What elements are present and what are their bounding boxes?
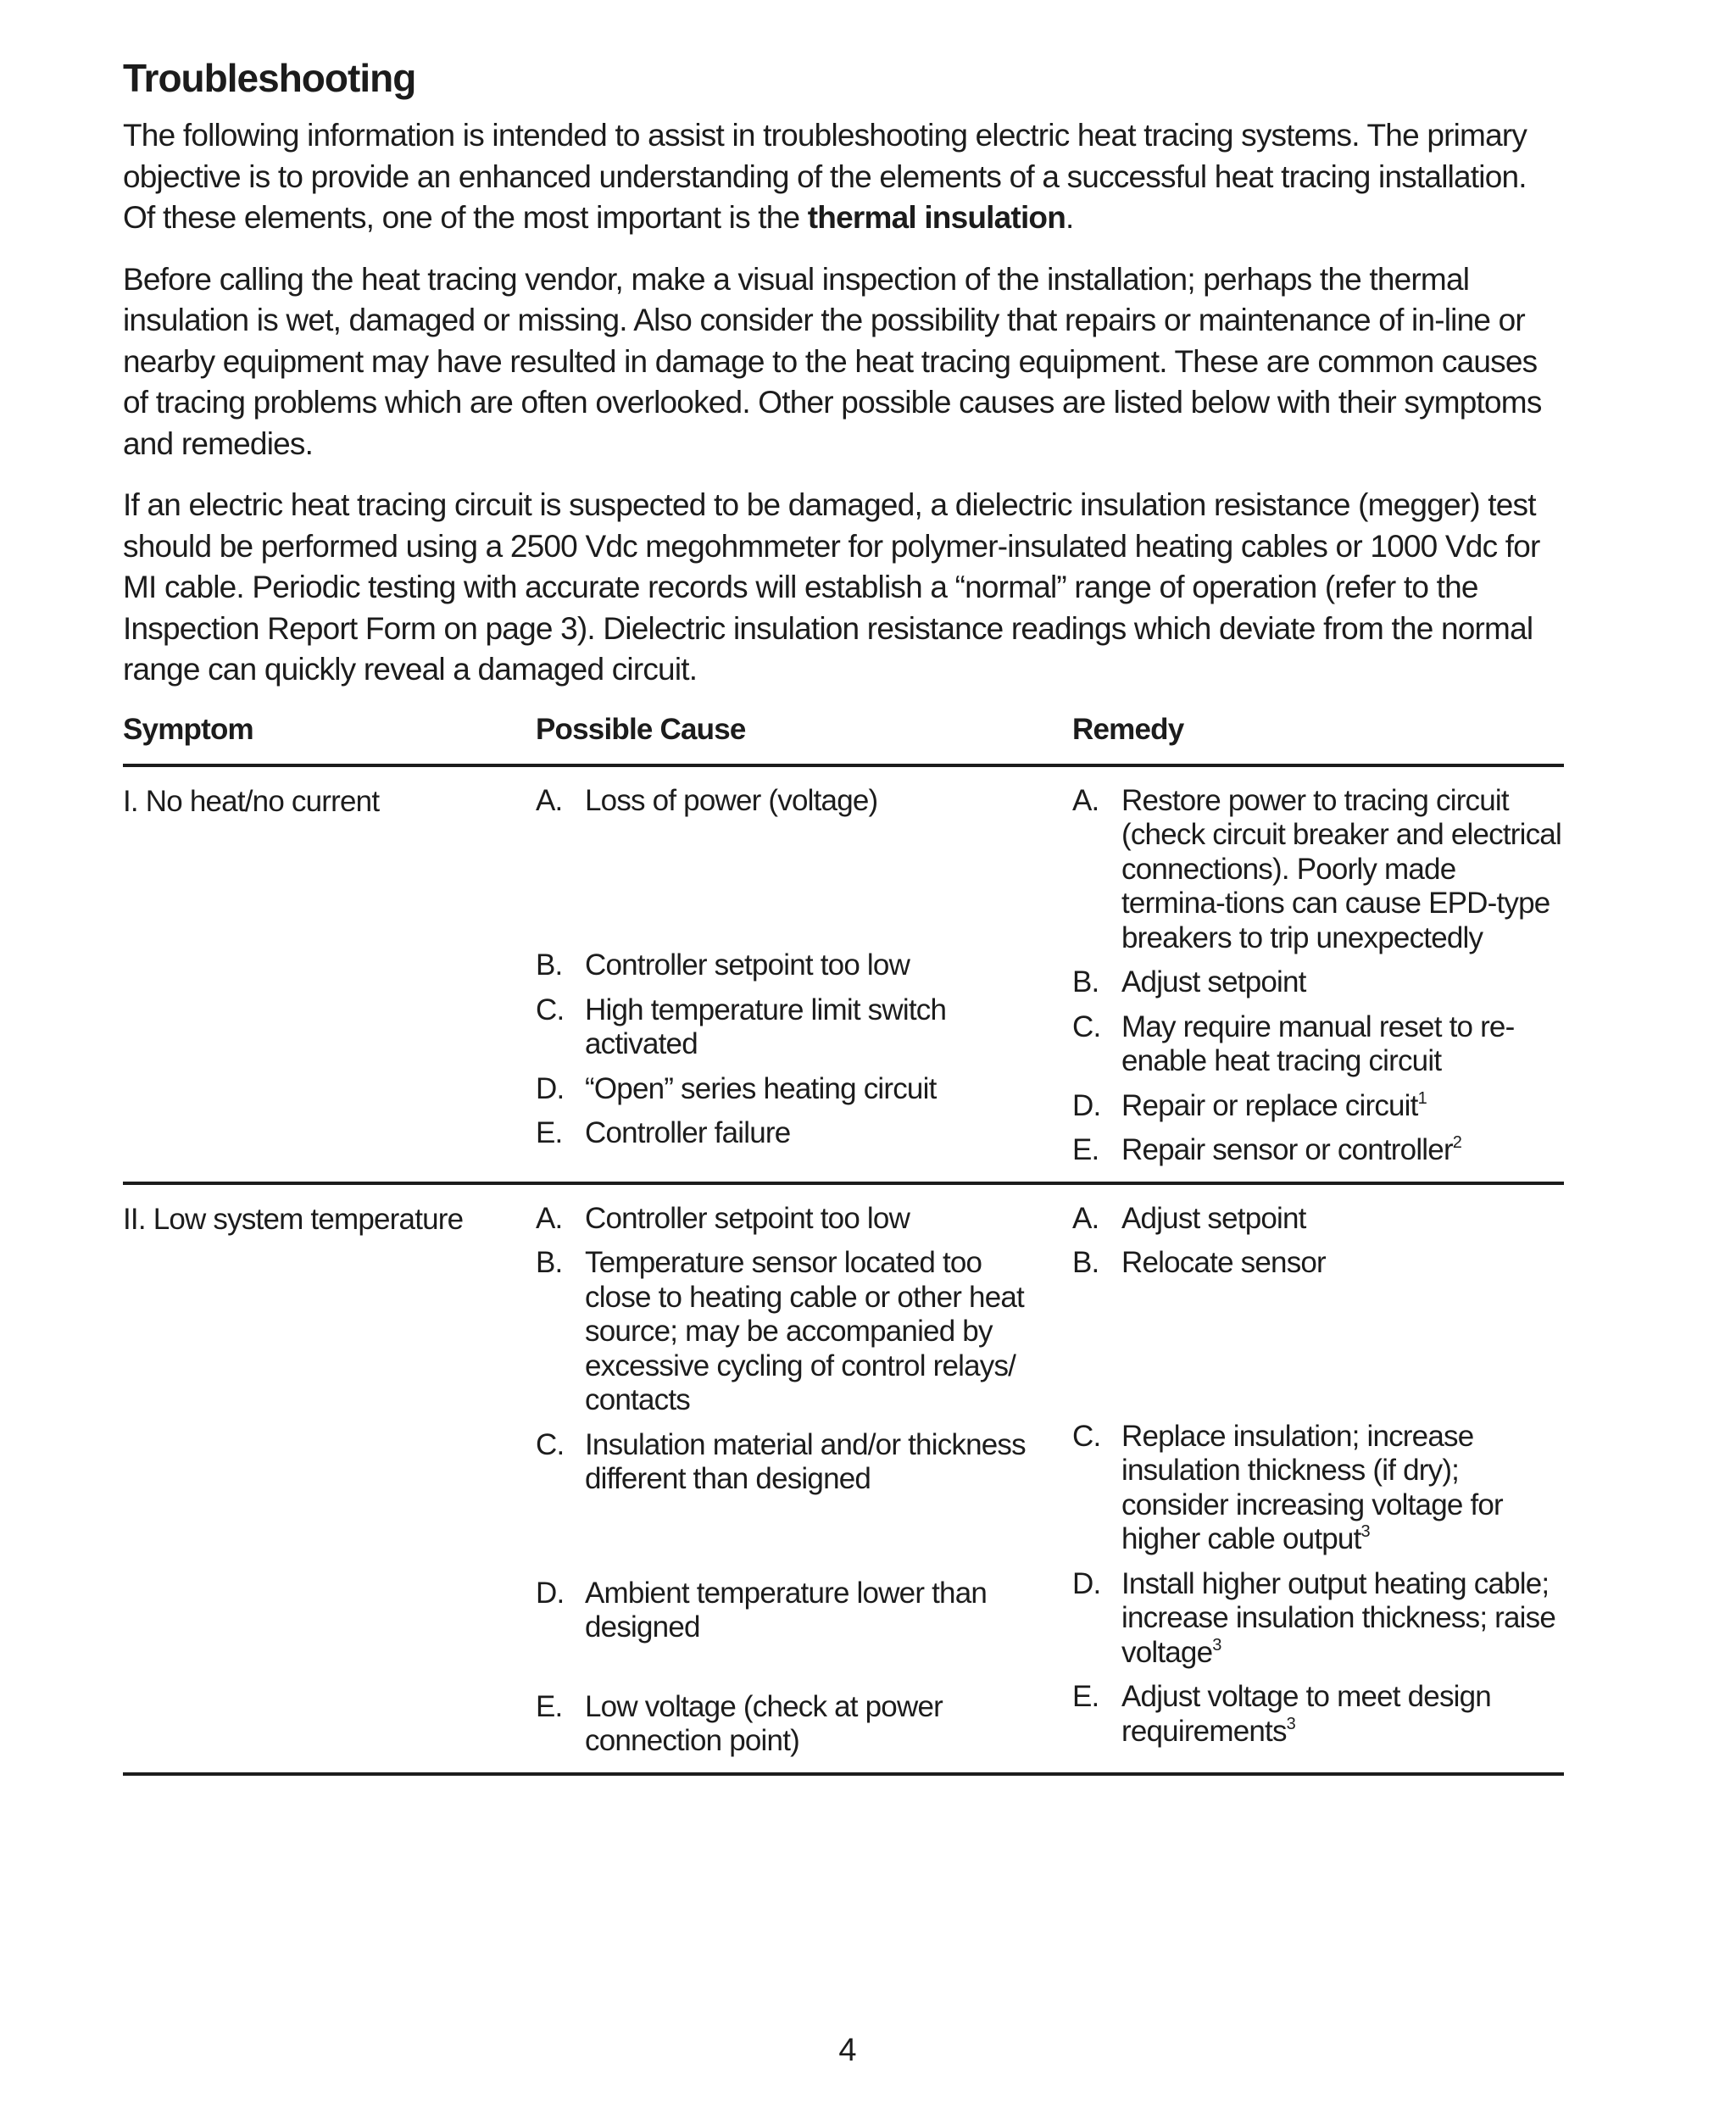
table-row-group-2 (123, 1183, 1564, 1774)
intro-paragraph-2: Before calling the heat tracing vendor, make a visual inspection of the installation; perhaps the thermal insulation is wet, damaged or missing. Also consider the possibility that repairs or maintenance of in-line or nearby equipment may have resulted in damage to the heat tracing equipment. These are common causes of tracing problems which are often overlooked. Other possible causes are listed below with their symptoms and remedies. (123, 261, 1542, 461)
remedy-cell (1072, 765, 1564, 1183)
intro-paragraph-3: If an electric heat tracing circuit is suspected to be damaged, a dielectric insulation resistance (megger) test should be performed using a 2500 Vdc megohmmeter for polymer-insulated heating cables or 1000 Vdc for MI cable. Periodic testing with accurate records will establish a “normal” range of operation (refer to the Inspection Report Form on page 3). Dielectric insulation resistance readings which deviate from the normal range can quickly reveal a damaged circuit. (123, 487, 1540, 687)
symptom-cell: II. Low system temperature (123, 1183, 536, 1774)
header-symptom: Symptom (123, 711, 536, 765)
document-page (123, 53, 1564, 1776)
cause-item: C. Insulation material and/or thickness different than designed (536, 1427, 1026, 1495)
footnote-ref: 1 (1417, 1088, 1427, 1108)
header-remedy: Remedy (1072, 711, 1564, 765)
remedy-item: D. Install higher output heating cable; increase insulation thickness; raise voltage$^3$ (1072, 1566, 1556, 1669)
cause-item: C. High temperature limit switch activated (536, 993, 947, 1060)
page-title: Troubleshooting (123, 56, 416, 100)
remedy-item: D. Repair or replace circuit$^1$ (1072, 1088, 1427, 1122)
footnote-ref: 2 (1452, 1133, 1462, 1152)
intro-paragraph-1: The following information is intended to assist in troubleshooting electric heat tracing systems. The primary objective is to provide an enhanced understanding of the elements of a successful heat tracing installation. Of these elements, one of the most important is the thermal insulation. (123, 118, 1527, 235)
footnote-ref: 3 (1212, 1635, 1221, 1655)
remedy-item: C. May require manual reset to re-enable heat tracing circuit (1072, 1010, 1515, 1077)
footnote-ref: 3 (1360, 1522, 1370, 1541)
emphasis-thermal-insulation: thermal insulation (807, 200, 1066, 235)
cause-item: D. “Open” series heating circuit (536, 1071, 937, 1105)
remedy-item: A. Adjust setpoint (1072, 1201, 1306, 1235)
cause-item: A. Controller setpoint too low (536, 1201, 910, 1235)
remedy-item: A. Restore power to tracing circuit (check circuit breaker and electrical connections). Poorly made termina-tions can cause EPD-type breakers to trip unexpectedly (1072, 783, 1561, 954)
cause-item: E. Controller failure (536, 1116, 791, 1149)
table-row-group-1 (123, 765, 1564, 1183)
troubleshooting-table (123, 711, 1564, 1776)
remedy-cell (1072, 1183, 1564, 1774)
remedy-item: E. Repair sensor or controller$^2$ (1072, 1133, 1462, 1166)
remedy-item: C. Replace insulation; increase insulation thickness (if dry); consider increasing voltage for higher cable output$^3$ (1072, 1419, 1503, 1555)
footnote-ref: 3 (1286, 1714, 1295, 1733)
cause-item: A. Loss of power (voltage) (536, 783, 878, 817)
table-header-row (123, 711, 1564, 765)
cause-cell (536, 1183, 1072, 1774)
remedy-item: E. Adjust voltage to meet design requirements$^3$ (1072, 1680, 1491, 1748)
remedy-item: B. Relocate sensor (1072, 1246, 1326, 1279)
cause-item: D. Ambient temperature lower than designed (536, 1576, 988, 1644)
symptom-cell: I. No heat/no current (123, 765, 536, 1183)
cause-cell (536, 765, 1072, 1183)
cause-item: B. Temperature sensor located too close to heating cable or other heat source; may be accompanied by excessive cycling of control relays/ contacts (536, 1246, 1024, 1416)
header-possible-cause: Possible Cause (536, 711, 1072, 765)
cause-item: B. Controller setpoint too low (536, 948, 910, 982)
remedy-item: B. Adjust setpoint (1072, 965, 1306, 998)
page-number: 4 (838, 2033, 857, 2068)
cause-item: E. Low voltage (check at power connection point) (536, 1689, 943, 1757)
